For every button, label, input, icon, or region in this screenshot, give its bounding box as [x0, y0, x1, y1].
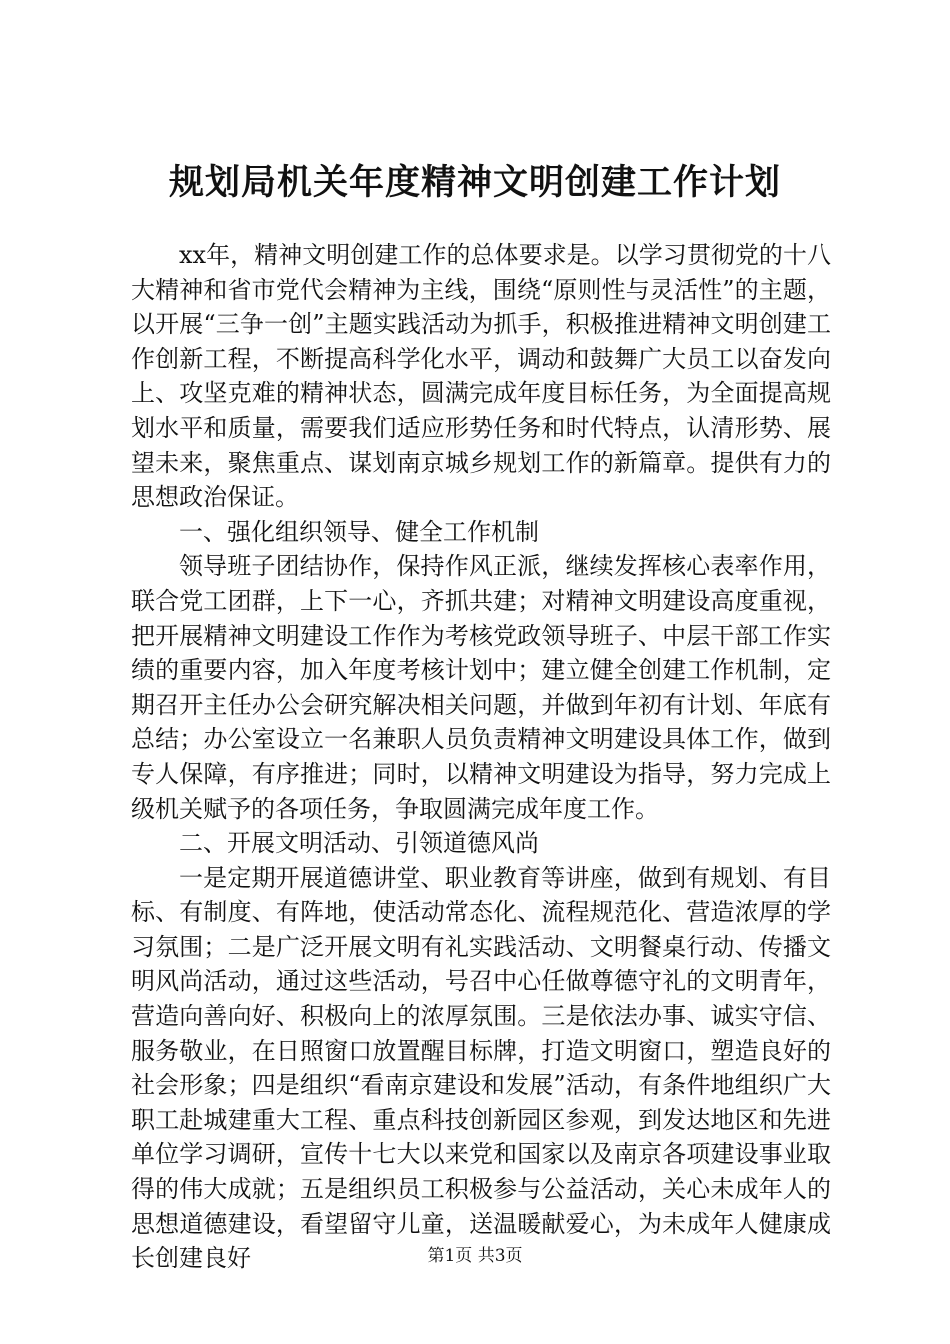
document-title: 规划局机关年度精神文明创建工作计划	[168, 163, 781, 203]
document-body	[131, 238, 831, 1276]
section-heading-1: 一、强化组织领导、健全工作机制	[179, 517, 539, 546]
section-heading-2: 二、开展文明活动、引领道德风尚	[179, 829, 539, 858]
page-number-footer: 第1页 共3页	[427, 1246, 523, 1266]
intro-paragraph: xx年，精神文明创建工作的总体要求是。以学习贯彻党的十八大精神和省市党代会精神为主线，围绕“原则性与灵活性”的主题，以开展“三争一创”主题实践活动为抓手，积极推进精神文明创建工作创新工程，不断提高科学化水平，调动和鼓舞广大员工以奋发向上、攻坚克难的精神状态，圆满完成年度目标任务，为全面提高规划水平和质量，需要我们适应形势任务和时代特点，认清形势、展望未来，聚焦重点、谋划南京城乡规划工作的新篇章。提供有力的思想政治保证。	[131, 241, 831, 512]
section-2-paragraph: 一是定期开展道德讲堂、职业教育等讲座，做到有规划、有目标、有制度、有阵地，使活动常态化、流程规范化、营造浓厚的学习氛围；二是广泛开展文明有礼实践活动、文明餐桌行动、传播文明风尚活动，通过这些活动，号召中心任做尊德守礼的文明青年，营造向善向好、积极向上的浓厚氛围。三是依法办事、诚实守信、服务敬业，在日照窗口放置醒目标牌，打造文明窗口，塑造良好的社会形象；四是组织“看南京建设和发展”活动，有条件地组织广大职工赴城建重大工程、重点科技创新园区参观，到发达地区和先进单位学习调研，宣传十七大以来党和国家以及南京各项建设事业取得的伟大成就；五是组织员工积极参与公益活动，关心未成年人的思想道德建设，看望留守儿童，送温暖献爱心，为未成年人健康成长创建良好	[131, 863, 831, 1273]
section-1-paragraph: 领导班子团结协作，保持作风正派，继续发挥核心表率作用，联合党工团群，上下一心，齐抓共建；对精神文明建设高度重视，把开展精神文明建设工作作为考核党政领导班子、中层干部工作实绩的重要内容，加入年度考核计划中；建立健全创建工作机制，定期召开主任办公会研究解决相关问题，并做到年初有计划、年底有总结；办公室设立一名兼职人员负责精神文明建设具体工作，做到专人保障，有序推进；同时，以精神文明建设为指导，努力完成上级机关赋予的各项任务，争取圆满完成年度工作。	[131, 552, 831, 823]
